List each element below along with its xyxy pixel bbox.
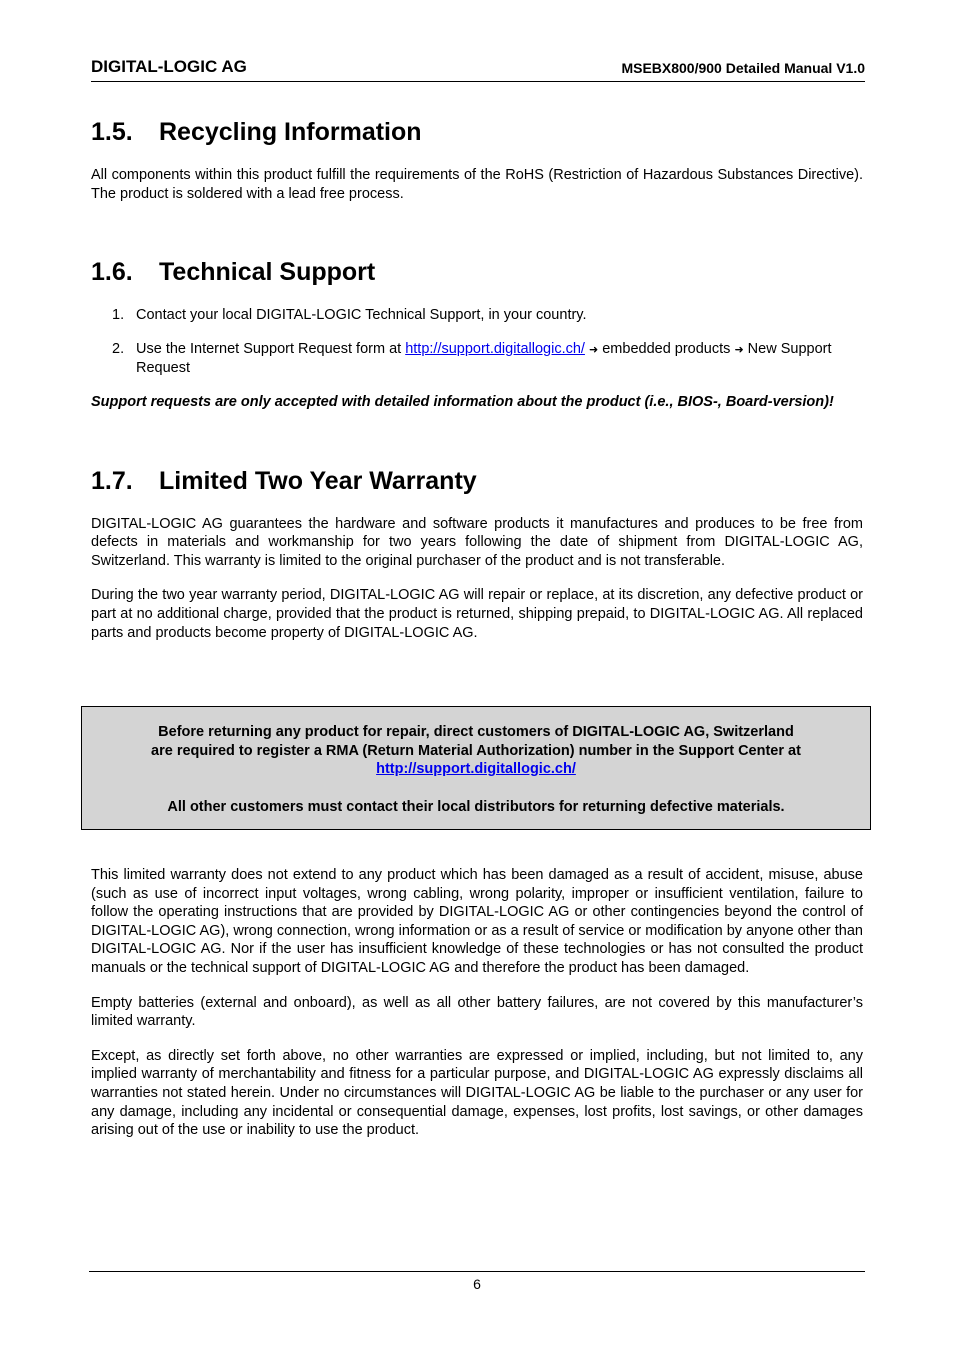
section-heading bbox=[91, 256, 863, 288]
recycling-text: All components within this product fulfill the requirements of the RoHS (Restriction of Hazardous Substances Directive). The product is soldered with a lead free process. bbox=[91, 167, 863, 202]
section-heading bbox=[91, 465, 863, 497]
notice-line: are required to register a RMA (Return Material Authorization) number in the Support Center at bbox=[151, 742, 801, 759]
warranty-paragraph: During the two year warranty period, DIGITAL-LOGIC AG will repair or replace, at its discretion, any defective product or part at no additional charge, provided that the product is returned, shipping prepaid, to DIGITAL-LOGIC AG. All replaced parts and products become property of DIGITAL-LOGIC AG. bbox=[91, 587, 863, 641]
section-technical-support bbox=[91, 256, 863, 411]
list-marker: 2. bbox=[112, 340, 125, 357]
warranty-paragraph: This limited warranty does not extend to any product which has been damaged as a result of accident, misuse, abuse (such as use of incorrect input voltages, wrong cabling, wrong polarity, improper or insufficient ventilation, failure to follow the operating instructions that are provided by DIGITAL-LOGIC AG or other contingencies beyond the control of DIGITAL-LOGIC AG), wrong connection, wrong information or as a result of service or modification by anyone other than DIGITAL-LOGIC AG. Nor if the user has insufficient knowledge of these technologies or has not consulted the product manuals or the technical support of DIGITAL-LOGIC AG and therefore the product has been damaged. bbox=[91, 867, 863, 976]
section-title: Technical Support bbox=[159, 258, 376, 287]
list-item bbox=[91, 340, 863, 378]
support-note: Support requests are only accepted with detailed information about the product (i.e., BIOS-, Board-version)! bbox=[91, 393, 834, 410]
support-link[interactable]: http://support.digitallogic.ch/ bbox=[405, 340, 585, 357]
section-number: 1.7. bbox=[91, 466, 133, 495]
list-item-text-mid: embedded products bbox=[598, 340, 735, 357]
right-arrow-icon: ➜ bbox=[734, 343, 744, 356]
section-title: Recycling Information bbox=[159, 118, 422, 146]
list-item-text-post: New Support Request bbox=[136, 340, 832, 377]
warranty-paragraph: Except, as directly set forth above, no other warranties are expressed or implied, including, but not limited to, any implied warranty of merchantability and fitness for a particular purpose, and DIGITAL-LOGIC AG expressly disclaims all warranties not stated herein. Under no circumstances will DIGITAL-LOGIC AG be liable to the purchaser or any user for any damage, including any incidental or consequential damage, expenses, lost profits, lost savings, or other damages arising out of the use or inability to use the product. bbox=[91, 1047, 863, 1139]
warranty-continued bbox=[91, 866, 863, 1140]
page-header bbox=[91, 57, 865, 82]
section-warranty bbox=[91, 465, 863, 643]
warranty-paragraph: DIGITAL-LOGIC AG guarantees the hardware and software products it manufactures and produces to be free from defects in materials and workmanship for two years following the date of shipment from DIGITAL-LOGIC AG, Switzerland. This warranty is limited to the original purchaser of the product and is not transferable. bbox=[91, 515, 863, 569]
notice-support-link[interactable]: http://support.digitallogic.ch/ bbox=[376, 761, 576, 778]
section-recycling bbox=[91, 116, 863, 203]
support-steps-list bbox=[91, 306, 863, 378]
notice-line: All other customers must contact their local distributors for returning defective materials. bbox=[167, 798, 785, 815]
list-item-text: Contact your local DIGITAL-LOGIC Technical Support, in your country. bbox=[136, 307, 587, 324]
header-manual-title: MSEBX800/900 Detailed Manual V1.0 bbox=[621, 60, 865, 76]
page-footer bbox=[89, 1271, 865, 1292]
header-company: DIGITAL-LOGIC AG bbox=[91, 57, 247, 76]
notice-line: Before returning any product for repair, direct customers of DIGITAL-LOGIC AG, Switzerland bbox=[158, 724, 794, 740]
right-arrow-icon: ➜ bbox=[588, 343, 599, 356]
main-content bbox=[91, 116, 863, 642]
warranty-paragraph: Empty batteries (external and onboard), as well as all other battery failures, are not covered by this manufacturer’s limited warranty. bbox=[91, 994, 863, 1030]
section-number: 1.5. bbox=[91, 118, 133, 146]
list-item bbox=[91, 306, 863, 325]
section-number: 1.6. bbox=[91, 258, 133, 287]
page-number: 6 bbox=[473, 1276, 481, 1292]
section-title: Limited Two Year Warranty bbox=[159, 466, 477, 495]
list-marker: 1. bbox=[112, 307, 125, 324]
section-heading bbox=[91, 116, 863, 148]
rma-notice-box bbox=[81, 706, 871, 830]
list-item-text-pre: Use the Internet Support Request form at bbox=[136, 340, 406, 357]
